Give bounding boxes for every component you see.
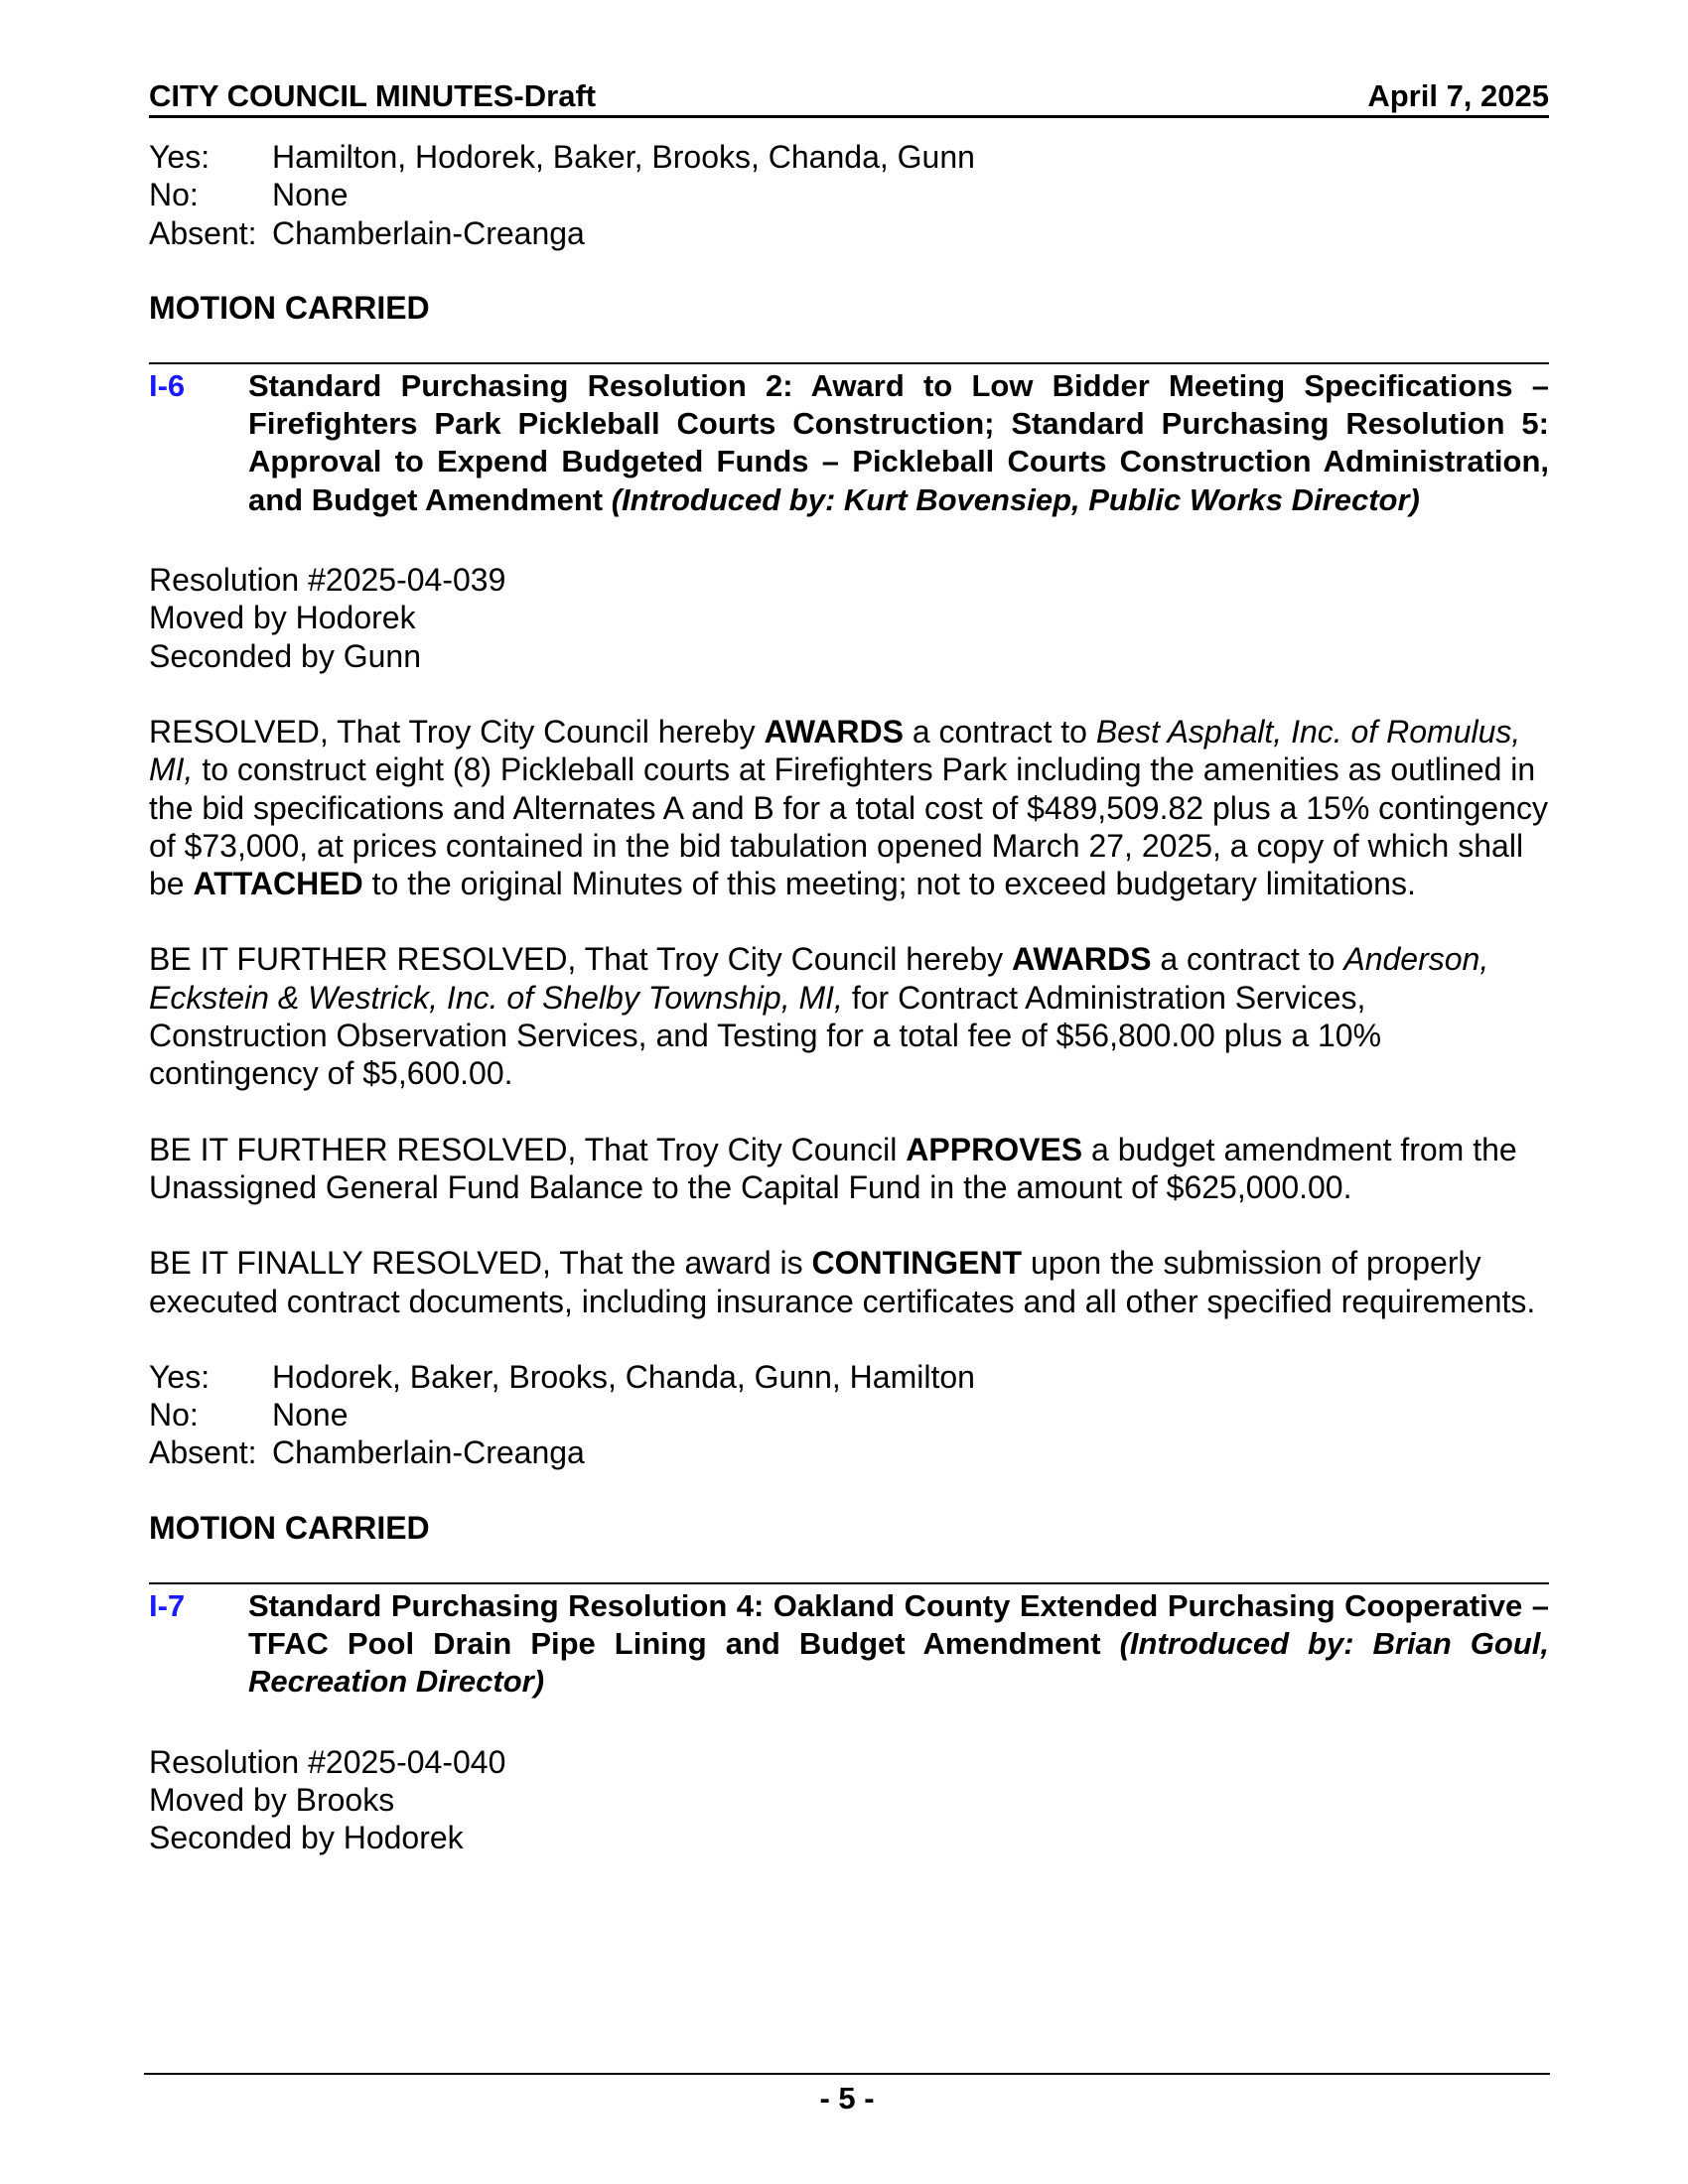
resolution-number: Resolution #2025-04-040 bbox=[149, 1743, 506, 1780]
text: BE IT FINALLY RESOLVED, That the award is bbox=[149, 1245, 812, 1282]
item-number: I-6 bbox=[149, 367, 186, 403]
yes-names: Hodorek, Baker, Brooks, Chanda, Gunn, Hamilton bbox=[272, 1358, 975, 1395]
no-label: No: bbox=[149, 1397, 199, 1433]
moved-by: Moved by Hodorek bbox=[149, 600, 416, 636]
moved-by: Moved by Brooks bbox=[149, 1781, 395, 1818]
motion-carried-1: MOTION CARRIED bbox=[149, 289, 430, 326]
no-label: No: bbox=[149, 177, 199, 213]
item-title bbox=[248, 1587, 1549, 1702]
text: BE IT FURTHER RESOLVED, That Troy City Council bbox=[149, 1131, 907, 1167]
minutes-page bbox=[149, 77, 1549, 1857]
further-resolved-paragraph-1 bbox=[149, 940, 1549, 1092]
text: to construct eight (8) Pickleball courts at Firefighters Park including the amenities as outlined in the bid specifications and Alternates A and B for a total cost of $489,509.82 plus a 15% contingency of $73,000, at prices contained in the bid tabulation opened March 27, 2025, a copy of which shall be bbox=[149, 751, 1548, 902]
motion-carried-2: MOTION CARRIED bbox=[149, 1509, 430, 1546]
text: to the original Minutes of this meeting; not to exceed budgetary limitations. bbox=[362, 866, 1416, 902]
header-title: CITY COUNCIL MINUTES-Draft bbox=[149, 78, 597, 113]
text: for Contract Administration Services, Construction Observation Services, and Testing for a total fee of $56,800.00 plus a 10% contingency of $5,600.00. bbox=[149, 979, 1382, 1092]
absent-names: Chamberlain-Creanga bbox=[272, 1434, 585, 1471]
text: RESOLVED, That Troy City Council hereby bbox=[149, 713, 765, 750]
page-header bbox=[149, 77, 1549, 118]
absent-label: Absent: bbox=[149, 214, 257, 251]
yes-names: Hamilton, Hodorek, Baker, Brooks, Chanda, Gunn bbox=[272, 139, 975, 175]
resolved-paragraph bbox=[149, 713, 1549, 902]
vote-block-2 bbox=[149, 1358, 1549, 1472]
contractor-name: Anderson, Eckstein & Westrick, Inc. of Shelby Township, MI, bbox=[149, 941, 1489, 1016]
item-title bbox=[248, 367, 1549, 519]
further-resolved-paragraph-2 bbox=[149, 1131, 1549, 1207]
seconded-by: Seconded by Gunn bbox=[149, 637, 421, 674]
agenda-item-i6 bbox=[149, 362, 1549, 519]
emphasis: AWARDS bbox=[1012, 941, 1152, 978]
item-introduced: (Introduced by: Brian Goul, Recreation Director) bbox=[248, 1626, 1549, 1700]
item-title-text: Standard Purchasing Resolution 4: Oakland County Extended Purchasing Cooperative – TFAC Pool Drain Pipe Lining and Budget Amendment bbox=[248, 1587, 1549, 1662]
absent-label: Absent: bbox=[149, 1434, 257, 1471]
yes-label: Yes: bbox=[149, 1358, 211, 1395]
page-footer bbox=[144, 2073, 1550, 2116]
absent-names: Chamberlain-Creanga bbox=[272, 214, 585, 251]
agenda-item-i7 bbox=[149, 1582, 1549, 1702]
text: BE IT FURTHER RESOLVED, That Troy City Council hereby bbox=[149, 941, 1013, 978]
yes-label: Yes: bbox=[149, 139, 211, 175]
emphasis: CONTINGENT bbox=[811, 1245, 1023, 1282]
no-names: None bbox=[272, 177, 349, 213]
emphasis: ATTACHED bbox=[193, 866, 363, 902]
seconded-by: Seconded by Hodorek bbox=[149, 1820, 464, 1856]
page-number: - 5 - bbox=[819, 2081, 875, 2116]
emphasis: APPROVES bbox=[906, 1131, 1083, 1167]
finally-resolved-paragraph bbox=[149, 1244, 1549, 1320]
contractor-name: Best Asphalt, Inc. of Romulus, MI, bbox=[149, 713, 1521, 788]
text: a budget amendment from the Unassigned General Fund Balance to the Capital Fund in the amount of $625,000.00. bbox=[149, 1131, 1517, 1205]
header-date: April 7, 2025 bbox=[1367, 78, 1549, 113]
text: a contract to bbox=[903, 713, 1096, 750]
text: a contract to bbox=[1151, 941, 1344, 978]
resolution-number: Resolution #2025-04-039 bbox=[149, 562, 506, 599]
item-number: I-7 bbox=[149, 1587, 186, 1623]
item-introduced: (Introduced by: Kurt Bovensiep, Public Works Director) bbox=[611, 481, 1420, 517]
text: upon the submission of properly executed contract documents, including insurance certificates and all other specified requirements. bbox=[149, 1245, 1536, 1319]
vote-block-1 bbox=[149, 138, 1549, 252]
item-title-text: Standard Purchasing Resolution 2: Award to Low Bidder Meeting Specifications – Firefighters Park Pickleball Courts Construction; Standard Purchasing Resolution 5: Approval to Expend Budgeted Funds – Pickleball Courts Construction Administration, and Budget Amendment bbox=[248, 367, 1549, 517]
no-names: None bbox=[272, 1397, 349, 1433]
emphasis: AWARDS bbox=[764, 713, 904, 750]
